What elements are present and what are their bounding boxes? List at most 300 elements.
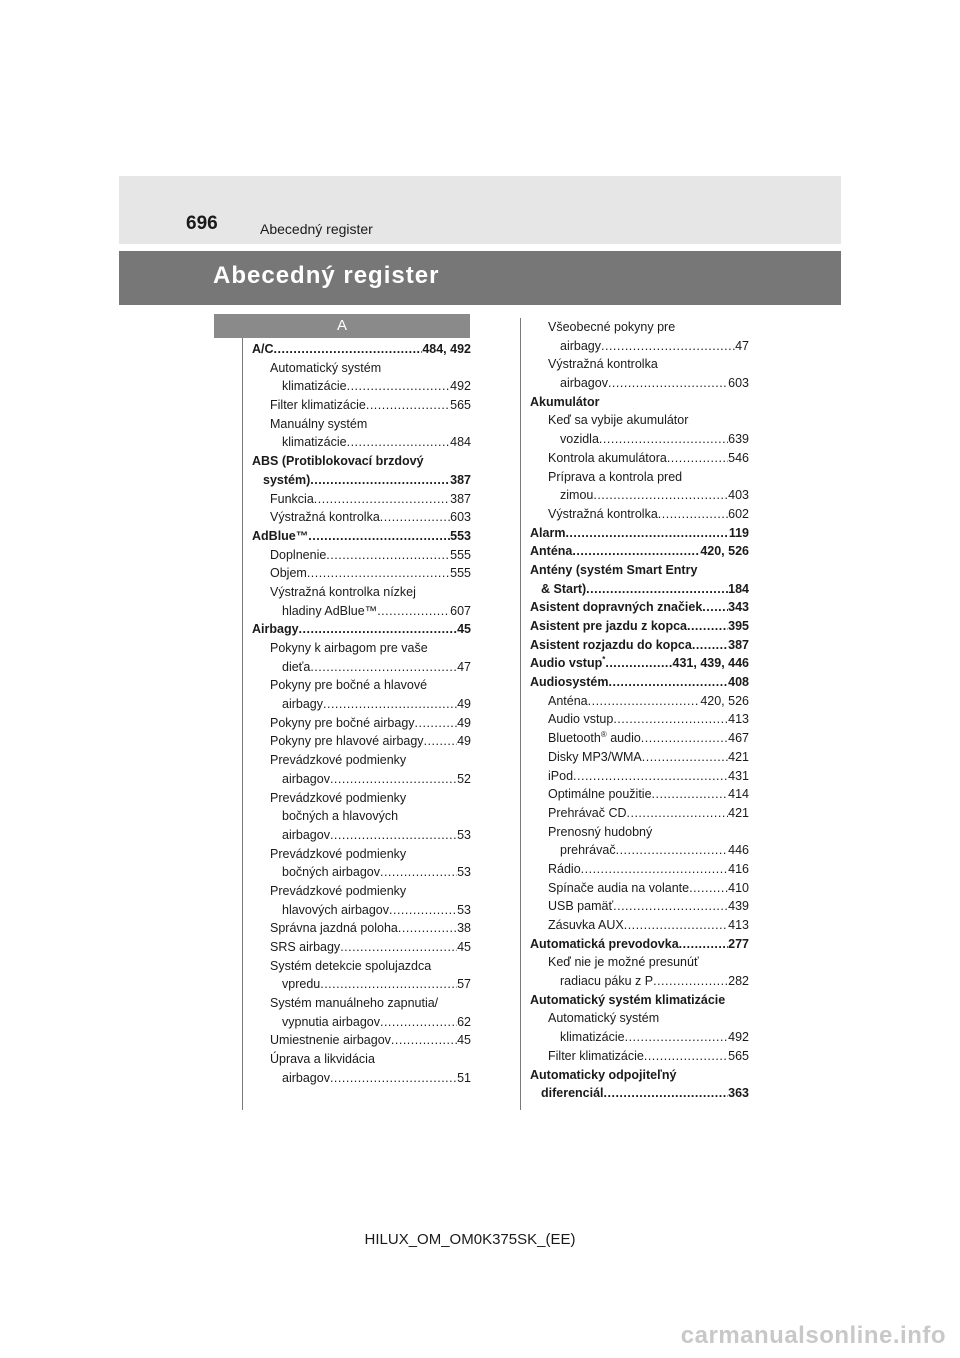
entry-page: 467 xyxy=(728,731,749,746)
index-entry xyxy=(530,449,749,468)
index-entry xyxy=(530,411,749,430)
dot-leader xyxy=(593,486,728,505)
index-entry xyxy=(252,676,471,695)
entry-term: Funkcia xyxy=(270,491,314,506)
entry-page: 49 xyxy=(457,697,471,712)
entry-page: 492 xyxy=(728,1030,749,1045)
entry-page: 38 xyxy=(457,921,471,936)
dot-leader xyxy=(310,471,450,490)
entry-term: vypnutia airbagov xyxy=(282,1014,380,1029)
entry-term: Všeobecné pokyny pre xyxy=(548,320,676,334)
dot-leader xyxy=(314,490,450,509)
index-entry xyxy=(252,994,471,1013)
entry-term: Audiosystém xyxy=(530,675,609,690)
index-entry xyxy=(530,823,749,842)
index-entry xyxy=(252,564,471,583)
dot-leader xyxy=(702,598,728,617)
dot-leader xyxy=(380,863,457,882)
entry-page: 446 xyxy=(728,843,749,858)
entry-page: 282 xyxy=(728,974,749,989)
entry-term: Filter klimatizácie xyxy=(270,398,366,413)
index-entry xyxy=(252,546,471,565)
index-entry xyxy=(252,583,471,602)
entry-term: Airbagy xyxy=(252,622,299,637)
entry-term: Výstražná kontrolka xyxy=(548,506,658,521)
entry-term: Automatická prevodovka xyxy=(530,936,679,951)
dot-leader xyxy=(642,748,728,767)
index-entry xyxy=(530,337,749,356)
dot-leader xyxy=(658,355,749,374)
entry-term: Správna jazdná poloha xyxy=(270,921,398,936)
dot-leader xyxy=(398,919,457,938)
dot-leader xyxy=(652,823,749,842)
entry-page: 602 xyxy=(728,506,749,521)
entry-page: 119 xyxy=(728,525,749,540)
entry-term: Alarm xyxy=(530,525,566,540)
dot-leader xyxy=(428,639,471,658)
entry-page: 403 xyxy=(728,488,749,503)
entry-term: klimatizácie xyxy=(282,379,347,394)
dot-leader xyxy=(406,882,471,901)
index-entry xyxy=(530,1084,749,1103)
entry-term: hladiny AdBlue™ xyxy=(282,603,378,618)
index-entry xyxy=(530,1047,749,1066)
dot-leader xyxy=(380,1013,457,1032)
entry-page: 431, 439, 446 xyxy=(672,656,749,671)
index-entry xyxy=(252,845,471,864)
entry-term: dieťa xyxy=(282,659,311,674)
entry-term: klimatizácie xyxy=(560,1030,625,1045)
index-entry xyxy=(252,938,471,957)
dot-leader xyxy=(677,1066,750,1085)
dot-leader xyxy=(573,767,728,786)
index-entry xyxy=(530,486,749,505)
dot-leader xyxy=(687,617,728,636)
dot-leader xyxy=(658,505,728,524)
entry-term: bočných airbagov xyxy=(282,865,380,880)
index-entry xyxy=(252,658,471,677)
entry-term: klimatizácie xyxy=(282,435,347,450)
index-entry xyxy=(252,433,471,452)
entry-term: vozidla xyxy=(560,432,599,447)
entry-term: hlavových airbagov xyxy=(282,902,390,917)
entry-term: Pokyny pre hlavové airbagy xyxy=(270,734,424,749)
index-entry xyxy=(252,527,471,546)
index-entry xyxy=(530,636,749,655)
index-entry xyxy=(252,471,471,490)
left-rule xyxy=(242,338,243,1110)
dot-leader xyxy=(652,785,729,804)
index-entry xyxy=(252,807,471,826)
index-entry xyxy=(530,748,749,767)
index-column-right xyxy=(530,318,749,1103)
index-entry xyxy=(530,654,749,673)
index-entry xyxy=(252,975,471,994)
dot-leader xyxy=(613,897,728,916)
entry-term: Akumulátor xyxy=(530,394,600,409)
entry-term: airbagov xyxy=(282,827,330,842)
index-entry xyxy=(252,490,471,509)
index-entry xyxy=(530,617,749,636)
index-entry xyxy=(252,882,471,901)
index-entry xyxy=(530,524,749,543)
dot-leader xyxy=(627,804,729,823)
entry-term: Doplnenie xyxy=(270,547,327,562)
dot-leader xyxy=(323,695,457,714)
entry-page: 53 xyxy=(457,827,471,842)
page-title: Abecedný register xyxy=(213,262,440,289)
entry-term: airbagov xyxy=(282,1070,330,1085)
entry-term: zimou xyxy=(560,488,594,503)
entry-term: ABS (Protiblokovací brzdový xyxy=(252,454,424,469)
dot-leader xyxy=(398,807,471,826)
index-entry xyxy=(530,318,749,337)
entry-term: Anténa xyxy=(548,693,588,708)
dot-leader xyxy=(406,845,471,864)
entry-page: 421 xyxy=(728,749,749,764)
entry-term: Objem xyxy=(270,566,307,581)
index-entry xyxy=(530,430,749,449)
dot-leader xyxy=(274,340,423,359)
index-entry xyxy=(530,355,749,374)
dot-leader xyxy=(377,602,450,621)
index-entry xyxy=(252,620,471,639)
entry-page: 639 xyxy=(728,432,749,447)
dot-leader xyxy=(389,901,457,920)
index-entry xyxy=(530,785,749,804)
entry-page: 45 xyxy=(457,622,471,637)
entry-term: Antény (systém Smart Entry xyxy=(530,562,698,577)
dot-leader xyxy=(659,1009,749,1028)
entry-page: 395 xyxy=(728,619,749,633)
dot-leader xyxy=(424,452,471,471)
index-entry xyxy=(530,804,749,823)
index-entry xyxy=(530,953,749,972)
dot-leader xyxy=(310,658,457,677)
index-entry xyxy=(252,957,471,976)
dot-leader xyxy=(320,975,457,994)
index-column-left xyxy=(252,340,471,1088)
dot-leader xyxy=(299,620,458,639)
entry-page: 45 xyxy=(457,940,471,954)
entry-page: 565 xyxy=(450,398,471,413)
entry-page: 387 xyxy=(450,491,471,506)
index-entry xyxy=(252,770,471,789)
dot-leader xyxy=(653,972,728,991)
index-entry xyxy=(530,991,749,1010)
entry-term: Systém detekcie spolujazdca xyxy=(270,958,432,973)
index-entry xyxy=(252,377,471,396)
entry-page: 47 xyxy=(457,659,471,674)
entry-term: Asistent pre jazdu z kopca xyxy=(530,619,687,633)
dot-leader xyxy=(605,654,672,673)
entry-term: Úprava a likvidácia xyxy=(270,1052,375,1067)
dot-leader xyxy=(604,1084,729,1103)
dot-leader xyxy=(608,374,728,393)
index-entry xyxy=(252,340,471,359)
dot-leader xyxy=(688,411,749,430)
entry-term: Manuálny systém xyxy=(270,416,368,431)
entry-term: Audio vstup* xyxy=(530,655,606,671)
entry-term: airbagy xyxy=(560,338,601,353)
index-entry xyxy=(252,452,471,471)
entry-page: 484, 492 xyxy=(422,342,471,356)
index-entry xyxy=(530,580,749,599)
entry-term: Audio vstup xyxy=(548,712,614,727)
entry-page: 47 xyxy=(735,338,749,353)
dot-leader xyxy=(613,710,728,729)
index-entry xyxy=(530,897,749,916)
index-entry xyxy=(530,916,749,935)
entry-term: Asistent dopravných značiek xyxy=(530,600,703,615)
entry-page: 420, 526 xyxy=(700,693,749,708)
entry-term: Výstražná kontrolka nízkej xyxy=(270,584,416,599)
dot-leader xyxy=(565,524,728,543)
entry-term: Pokyny k airbagom pre vaše xyxy=(270,641,428,655)
entry-term: Anténa xyxy=(530,544,573,559)
dot-leader xyxy=(572,542,700,561)
dot-leader xyxy=(347,377,451,396)
index-entry xyxy=(530,710,749,729)
entry-term: Pokyny pre bočné airbagy xyxy=(270,715,415,730)
index-entry xyxy=(530,767,749,786)
dot-leader xyxy=(581,860,728,879)
entry-term: Kontrola akumulátora xyxy=(548,450,667,465)
dot-leader xyxy=(624,916,728,935)
index-entry xyxy=(252,508,471,527)
entry-term: Systém manuálneho zapnutia/ xyxy=(270,996,439,1011)
index-entry xyxy=(252,751,471,770)
dot-leader xyxy=(697,561,749,580)
entry-term: Prevádzkové podmienky xyxy=(270,883,407,898)
dot-leader xyxy=(406,751,471,770)
entry-term: iPod xyxy=(548,768,574,783)
entry-term: Bluetooth® audio xyxy=(548,729,641,746)
entry-page: 53 xyxy=(457,902,471,917)
dot-leader xyxy=(616,841,729,860)
entry-page: 363 xyxy=(728,1086,749,1101)
dot-leader xyxy=(692,636,728,655)
dot-leader xyxy=(391,1031,457,1050)
dot-leader xyxy=(689,879,728,898)
entry-term: Optimálne použitie xyxy=(548,787,652,802)
dot-leader xyxy=(347,433,451,452)
entry-page: 555 xyxy=(450,547,471,562)
dot-leader xyxy=(431,957,471,976)
entry-page: 565 xyxy=(728,1048,749,1063)
dot-leader xyxy=(725,991,749,1010)
dot-leader xyxy=(416,583,471,602)
index-entry xyxy=(530,860,749,879)
entry-page: 343 xyxy=(728,600,749,615)
index-entry xyxy=(252,602,471,621)
entry-page: 553 xyxy=(450,528,471,543)
header-band xyxy=(119,176,841,244)
dot-leader xyxy=(601,337,735,356)
index-entry xyxy=(252,1031,471,1050)
index-entry xyxy=(530,561,749,580)
dot-leader xyxy=(682,468,749,487)
entry-term: & Start) xyxy=(541,581,587,596)
entry-page: 53 xyxy=(457,865,471,880)
dot-leader xyxy=(586,580,728,599)
dot-leader xyxy=(438,994,471,1013)
index-entry xyxy=(252,863,471,882)
entry-page: 413 xyxy=(728,712,749,727)
entry-term: Prenosný hudobný xyxy=(548,824,653,839)
index-entry xyxy=(530,935,749,954)
index-entry xyxy=(252,1069,471,1088)
entry-term: diferenciál xyxy=(541,1086,604,1101)
entry-page: 420, 526 xyxy=(700,544,749,559)
dot-leader xyxy=(330,1069,457,1088)
entry-page: 414 xyxy=(728,787,749,802)
dot-leader xyxy=(308,527,450,546)
dot-leader xyxy=(375,1050,471,1069)
running-head: Abecedný register xyxy=(260,221,373,237)
entry-page: 387 xyxy=(450,472,471,487)
entry-term: USB pamäť xyxy=(548,899,614,914)
dot-leader xyxy=(667,449,728,468)
entry-term: airbagov xyxy=(282,771,330,786)
entry-term: Asistent rozjazdu do kopca xyxy=(530,637,692,652)
entry-page: 492 xyxy=(450,379,471,394)
entry-page: 184 xyxy=(728,581,749,596)
entry-term: Výstražná kontrolka xyxy=(270,510,380,525)
dot-leader xyxy=(644,1047,728,1066)
index-entry xyxy=(252,789,471,808)
entry-term: Umiestnenie airbagov xyxy=(270,1033,391,1048)
entry-term: SRS airbagy xyxy=(270,940,341,954)
index-entry xyxy=(252,639,471,658)
dot-leader xyxy=(340,938,457,957)
entry-term: airbagy xyxy=(282,697,323,712)
entry-term: Keď nie je možné presunúť xyxy=(548,955,699,970)
entry-page: 408 xyxy=(728,675,749,690)
index-entry xyxy=(530,1066,749,1085)
entry-term: Zásuvka AUX xyxy=(548,918,624,932)
entry-term: systém) xyxy=(263,472,311,487)
entry-page: 62 xyxy=(457,1014,471,1029)
entry-term: Prehrávač CD xyxy=(548,805,627,820)
section-letter: A xyxy=(214,314,470,338)
entry-term: Rádio xyxy=(548,861,581,876)
entry-page: 277 xyxy=(728,936,749,951)
index-entry xyxy=(252,714,471,733)
index-entry xyxy=(530,1009,749,1028)
dot-leader xyxy=(599,430,728,449)
index-entry xyxy=(252,826,471,845)
dot-leader xyxy=(307,564,450,583)
entry-term: prehrávač xyxy=(560,843,616,858)
entry-term: Prevádzkové podmienky xyxy=(270,846,407,861)
entry-term: airbagov xyxy=(560,376,608,391)
index-entry xyxy=(252,732,471,751)
dot-leader xyxy=(599,393,749,412)
entry-term: Keď sa vybije akumulátor xyxy=(548,413,689,428)
entry-term: Pokyny pre bočné a hlavové xyxy=(270,678,428,693)
entry-term: Prevádzkové podmienky xyxy=(270,790,407,805)
entry-term: Prevádzkové podmienky xyxy=(270,753,407,768)
dot-leader xyxy=(588,692,701,711)
entry-page: 413 xyxy=(728,918,749,932)
entry-page: 607 xyxy=(450,603,471,618)
index-entry xyxy=(530,468,749,487)
entry-term: Príprava a kontrola pred xyxy=(548,469,683,484)
entry-page: 49 xyxy=(457,734,471,749)
index-entry xyxy=(252,415,471,434)
dot-leader xyxy=(366,396,450,415)
entry-page: 387 xyxy=(728,637,749,652)
index-entry xyxy=(252,359,471,378)
index-entry xyxy=(530,673,749,692)
entry-page: 439 xyxy=(728,899,749,914)
entry-page: 57 xyxy=(457,977,471,992)
index-entry xyxy=(530,879,749,898)
entry-page: 603 xyxy=(450,510,471,525)
entry-page: 51 xyxy=(457,1070,471,1085)
index-entry xyxy=(530,393,749,412)
index-entry xyxy=(530,374,749,393)
dot-leader xyxy=(330,770,457,789)
index-entry xyxy=(530,841,749,860)
entry-term: Spínače audia na volante xyxy=(548,880,690,895)
entry-page: 52 xyxy=(457,771,471,786)
entry-page: 49 xyxy=(457,715,471,730)
dot-leader xyxy=(406,789,471,808)
entry-page: 603 xyxy=(728,376,749,391)
entry-term: Automatický systém xyxy=(548,1011,660,1026)
index-entry xyxy=(252,1050,471,1069)
dot-leader xyxy=(415,714,458,733)
index-entry xyxy=(252,901,471,920)
entry-term: radiacu páku z P xyxy=(560,974,654,989)
entry-term: Filter klimatizácie xyxy=(548,1048,644,1063)
dot-leader xyxy=(641,729,728,748)
index-entry xyxy=(530,692,749,711)
watermark: carmanualsonline.info xyxy=(680,1322,946,1349)
index-entry xyxy=(530,972,749,991)
dot-leader xyxy=(424,732,458,751)
entry-term: vpredu xyxy=(282,977,321,992)
index-entry xyxy=(252,396,471,415)
entry-page: 555 xyxy=(450,566,471,581)
dot-leader xyxy=(326,546,450,565)
dot-leader xyxy=(330,826,457,845)
dot-leader xyxy=(380,508,450,527)
index-entry xyxy=(252,695,471,714)
entry-term: bočných a hlavových xyxy=(282,809,399,824)
entry-term: Disky MP3/WMA xyxy=(548,749,642,764)
page-number: 696 xyxy=(186,213,218,234)
entry-page: 45 xyxy=(457,1033,471,1048)
index-entry xyxy=(530,729,749,748)
dot-leader xyxy=(427,676,471,695)
entry-term: A/C xyxy=(252,342,274,356)
dot-leader xyxy=(675,318,749,337)
dot-leader xyxy=(381,359,471,378)
entry-term: AdBlue™ xyxy=(252,528,309,543)
entry-page: 546 xyxy=(728,450,749,465)
index-entry xyxy=(530,598,749,617)
dot-leader xyxy=(367,415,471,434)
entry-page: 410 xyxy=(728,880,749,895)
entry-page: 431 xyxy=(728,768,749,783)
index-entry xyxy=(530,1028,749,1047)
footer-code: HILUX_OM_OM0K375SK_(EE) xyxy=(364,1231,576,1248)
dot-leader xyxy=(625,1028,729,1047)
index-entry xyxy=(530,505,749,524)
